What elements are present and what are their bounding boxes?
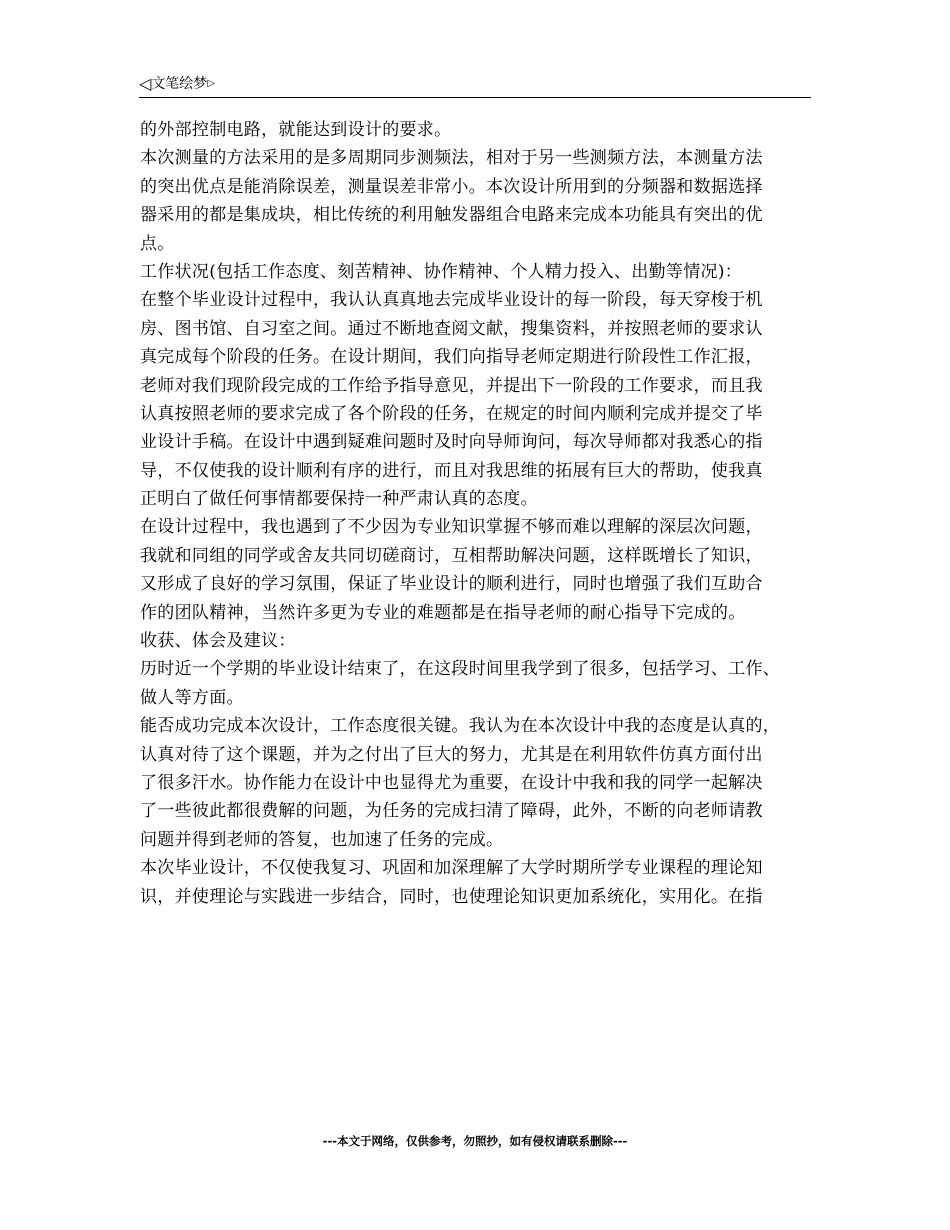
- body-line: 认真对待了这个课题，并为之付出了巨大的努力，尤其是在利用软件仿真方面付出: [140, 744, 763, 765]
- page-header: [139, 73, 811, 98]
- body-line: 房、图书馆、自习室之间。通过不断地查阅文献，搜集资料，并按照老师的要求认: [140, 318, 763, 339]
- header-brand-text: 文笔绘梦: [151, 76, 208, 92]
- body-line: 点。: [140, 233, 175, 254]
- triangle-left-icon: ◁: [139, 74, 152, 93]
- body-line: 能否成功完成本次设计，工作态度很关键。我认为在本次设计中我的态度是认真的，: [140, 716, 781, 737]
- body-line: 真完成每个阶段的任务。在设计期间，我们向指导老师定期进行阶段性工作汇报，: [140, 347, 763, 368]
- body-line: 在整个毕业设计过程中，我认认真真地去完成毕业设计的每一阶段，每天穿梭于机: [140, 290, 763, 311]
- body-line: 在设计过程中，我也遇到了不少因为专业知识掌握不够而难以理解的深层次问题，: [140, 517, 763, 538]
- body-line: 的突出优点是能消除误差，测量误差非常小。本次设计所用到的分频器和数据选择: [140, 176, 763, 197]
- body-line: 业设计手稿。在设计中遇到疑难问题时及时向导师询问，每次导师都对我悉心的指: [140, 432, 763, 453]
- body-line: 正明白了做任何事情都要保持一种严肃认真的态度。: [140, 489, 538, 510]
- body-line: 导，不仅使我的设计顺利有序的进行，而且对我思维的拓展有巨大的帮助，使我真: [140, 460, 763, 481]
- triangle-right-icon: ▷: [207, 78, 216, 89]
- body-line: 历时近一个学期的毕业设计结束了，在这段时间里我学到了很多，包括学习、工作、: [140, 659, 781, 680]
- body-line: 识，并使理论与实践进一步结合，同时，也使理论知识更加系统化，实用化。在指: [140, 886, 763, 907]
- document-body: [140, 116, 830, 911]
- body-line: 的外部控制电路，就能达到设计的要求。: [140, 120, 452, 140]
- body-line: 了一些彼此都很费解的问题，为任务的完成扫清了障碍，此外，不断的向老师请教: [140, 801, 763, 822]
- footer-disclaimer: ---本文于网络，仅供参考，勿照抄，如有侵权请联系删除---: [322, 1134, 628, 1148]
- body-line: 作的团队精神，当然许多更为专业的难题都是在指导老师的耐心指导下完成的。: [140, 602, 746, 623]
- body-line: 做人等方面。: [140, 687, 244, 708]
- body-line: 本次毕业设计，不仅使我复习、巩固和加深理解了大学时期所学专业课程的理论知: [140, 858, 763, 879]
- body-line: 本次测量的方法采用的是多周期同步测频法，相对于另一些测频方法，本测量方法: [140, 148, 763, 169]
- body-line: 问题并得到老师的答复，也加速了任务的完成。: [140, 829, 504, 850]
- body-line: 认真按照老师的要求完成了各个阶段的任务，在规定的时间内顺利完成并提交了毕: [140, 403, 763, 424]
- body-line: 器采用的都是集成块，相比传统的利用触发器组合电路来完成本功能具有突出的优: [140, 205, 763, 226]
- body-line: 了很多汗水。协作能力在设计中也显得尤为重要，在设计中我和我的同学一起解决: [140, 772, 763, 793]
- body-line: 老师对我们现阶段完成的工作给予指导意见，并提出下一阶段的工作要求，而且我: [140, 375, 763, 396]
- section-heading-work-status: 工作状况(包括工作态度、刻苦精神、协作精神、个人精力投入、出勤等情况)：: [140, 261, 743, 282]
- body-line: 我就和同组的同学或舍友共同切磋商讨，互相帮助解决问题，这样既增长了知识，: [140, 545, 763, 566]
- body-line: 又形成了良好的学习氛围，保证了毕业设计的顺利进行，同时也增强了我们互助合: [140, 574, 763, 595]
- header-brand-mark: [139, 75, 215, 93]
- section-heading-gains: 收获、体会及建议：: [140, 631, 296, 652]
